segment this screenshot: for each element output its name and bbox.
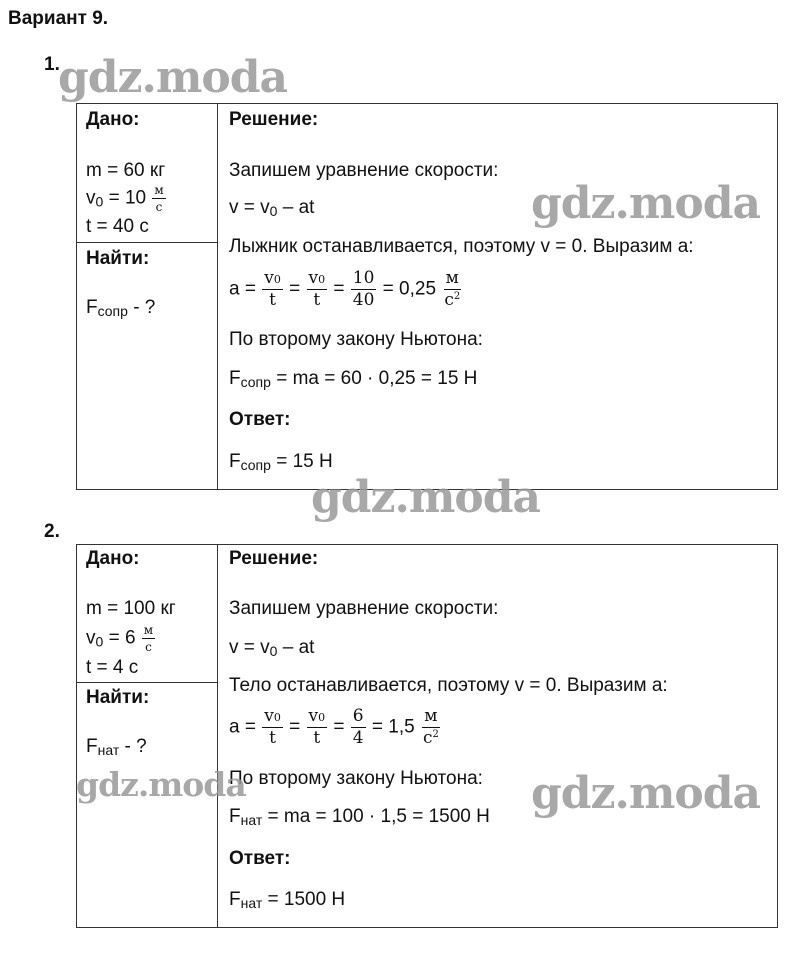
problem-number: 1. bbox=[44, 54, 60, 75]
solution-line: Запишем уравнение скорости: bbox=[229, 160, 499, 181]
given-velocity: $v_0 = 10$ $\frac{м}{с}$ bbox=[86, 183, 164, 214]
given-find-divider bbox=[76, 682, 217, 683]
force-equation: $F_{нат}$ = ma = 100 · 1,5 = 1500 Н bbox=[229, 806, 490, 828]
page-title: Вариант 9. bbox=[8, 8, 109, 29]
solution-line: По второму закону Ньютона: bbox=[229, 329, 483, 350]
solution-line: Запишем уравнение скорости: bbox=[229, 598, 499, 619]
unit-fraction: $\frac{м}{с}$ bbox=[143, 623, 154, 654]
solution-header: Решение: bbox=[229, 548, 319, 569]
acceleration-formula: a = $\frac{v0}{t}$ = $\frac{v0}{t}$ = $\frac{6}{4}$ = 1,5 $\frac{м}{с^2}$ bbox=[229, 706, 439, 748]
given-header: Дано: bbox=[86, 109, 140, 130]
force-equation: $F_{сопр}$ = ma = 60 · 0,25 = 15 Н bbox=[229, 368, 478, 390]
solution-line: По второму закону Ньютона: bbox=[229, 768, 483, 789]
given-time: t = 4 с bbox=[86, 657, 139, 678]
answer-value: $F_{сопр} = 15$ Н bbox=[229, 451, 333, 473]
problem-number: 2. bbox=[44, 521, 60, 542]
find-quantity: $F_{нат}$ - ? bbox=[86, 736, 147, 758]
find-header: Найти: bbox=[86, 248, 150, 269]
find-quantity: $F_{сопр}$ - ? bbox=[86, 297, 156, 319]
watermark-logo: gdz.moda bbox=[311, 472, 541, 523]
given-velocity: $v_0 = 6$ $\frac{м}{с}$ bbox=[86, 623, 154, 654]
column-divider bbox=[217, 544, 218, 927]
given-mass: m = 60 кг bbox=[86, 160, 166, 181]
watermark-logo: gdz.moda bbox=[531, 768, 761, 819]
acceleration-formula: a = $\frac{v0}{t}$ = $\frac{v0}{t}$ = $\frac{10}{40}$ = 0,25 $\frac{м}{с^2}$ bbox=[229, 268, 461, 310]
given-time: t = 40 с bbox=[86, 216, 149, 237]
watermark-logo: gdz.moda bbox=[76, 765, 246, 804]
watermark-logo: gdz.moda bbox=[58, 52, 288, 103]
solution-line: Тело останавливается, поэтому v = 0. Выразим а: bbox=[229, 675, 668, 696]
answer-header: Ответ: bbox=[229, 409, 291, 430]
find-header: Найти: bbox=[86, 687, 150, 708]
given-find-divider bbox=[76, 242, 217, 243]
solution-header: Решение: bbox=[229, 109, 319, 130]
answer-value: $F_{нат} = 1500$ Н bbox=[229, 889, 346, 911]
answer-header: Ответ: bbox=[229, 848, 291, 869]
velocity-equation: $v = v_0$ – at bbox=[229, 637, 315, 659]
unit-fraction: $\frac{м}{с}$ bbox=[154, 183, 164, 214]
column-divider bbox=[217, 103, 218, 489]
given-mass: m = 100 кг bbox=[86, 598, 176, 619]
given-header: Дано: bbox=[86, 548, 140, 569]
solution-line: Лыжник останавливается, поэтому v = 0. Выразим а: bbox=[229, 236, 694, 257]
watermark-logo: gdz.moda bbox=[531, 178, 761, 229]
velocity-equation: $v = v_0$ – at bbox=[229, 197, 315, 219]
